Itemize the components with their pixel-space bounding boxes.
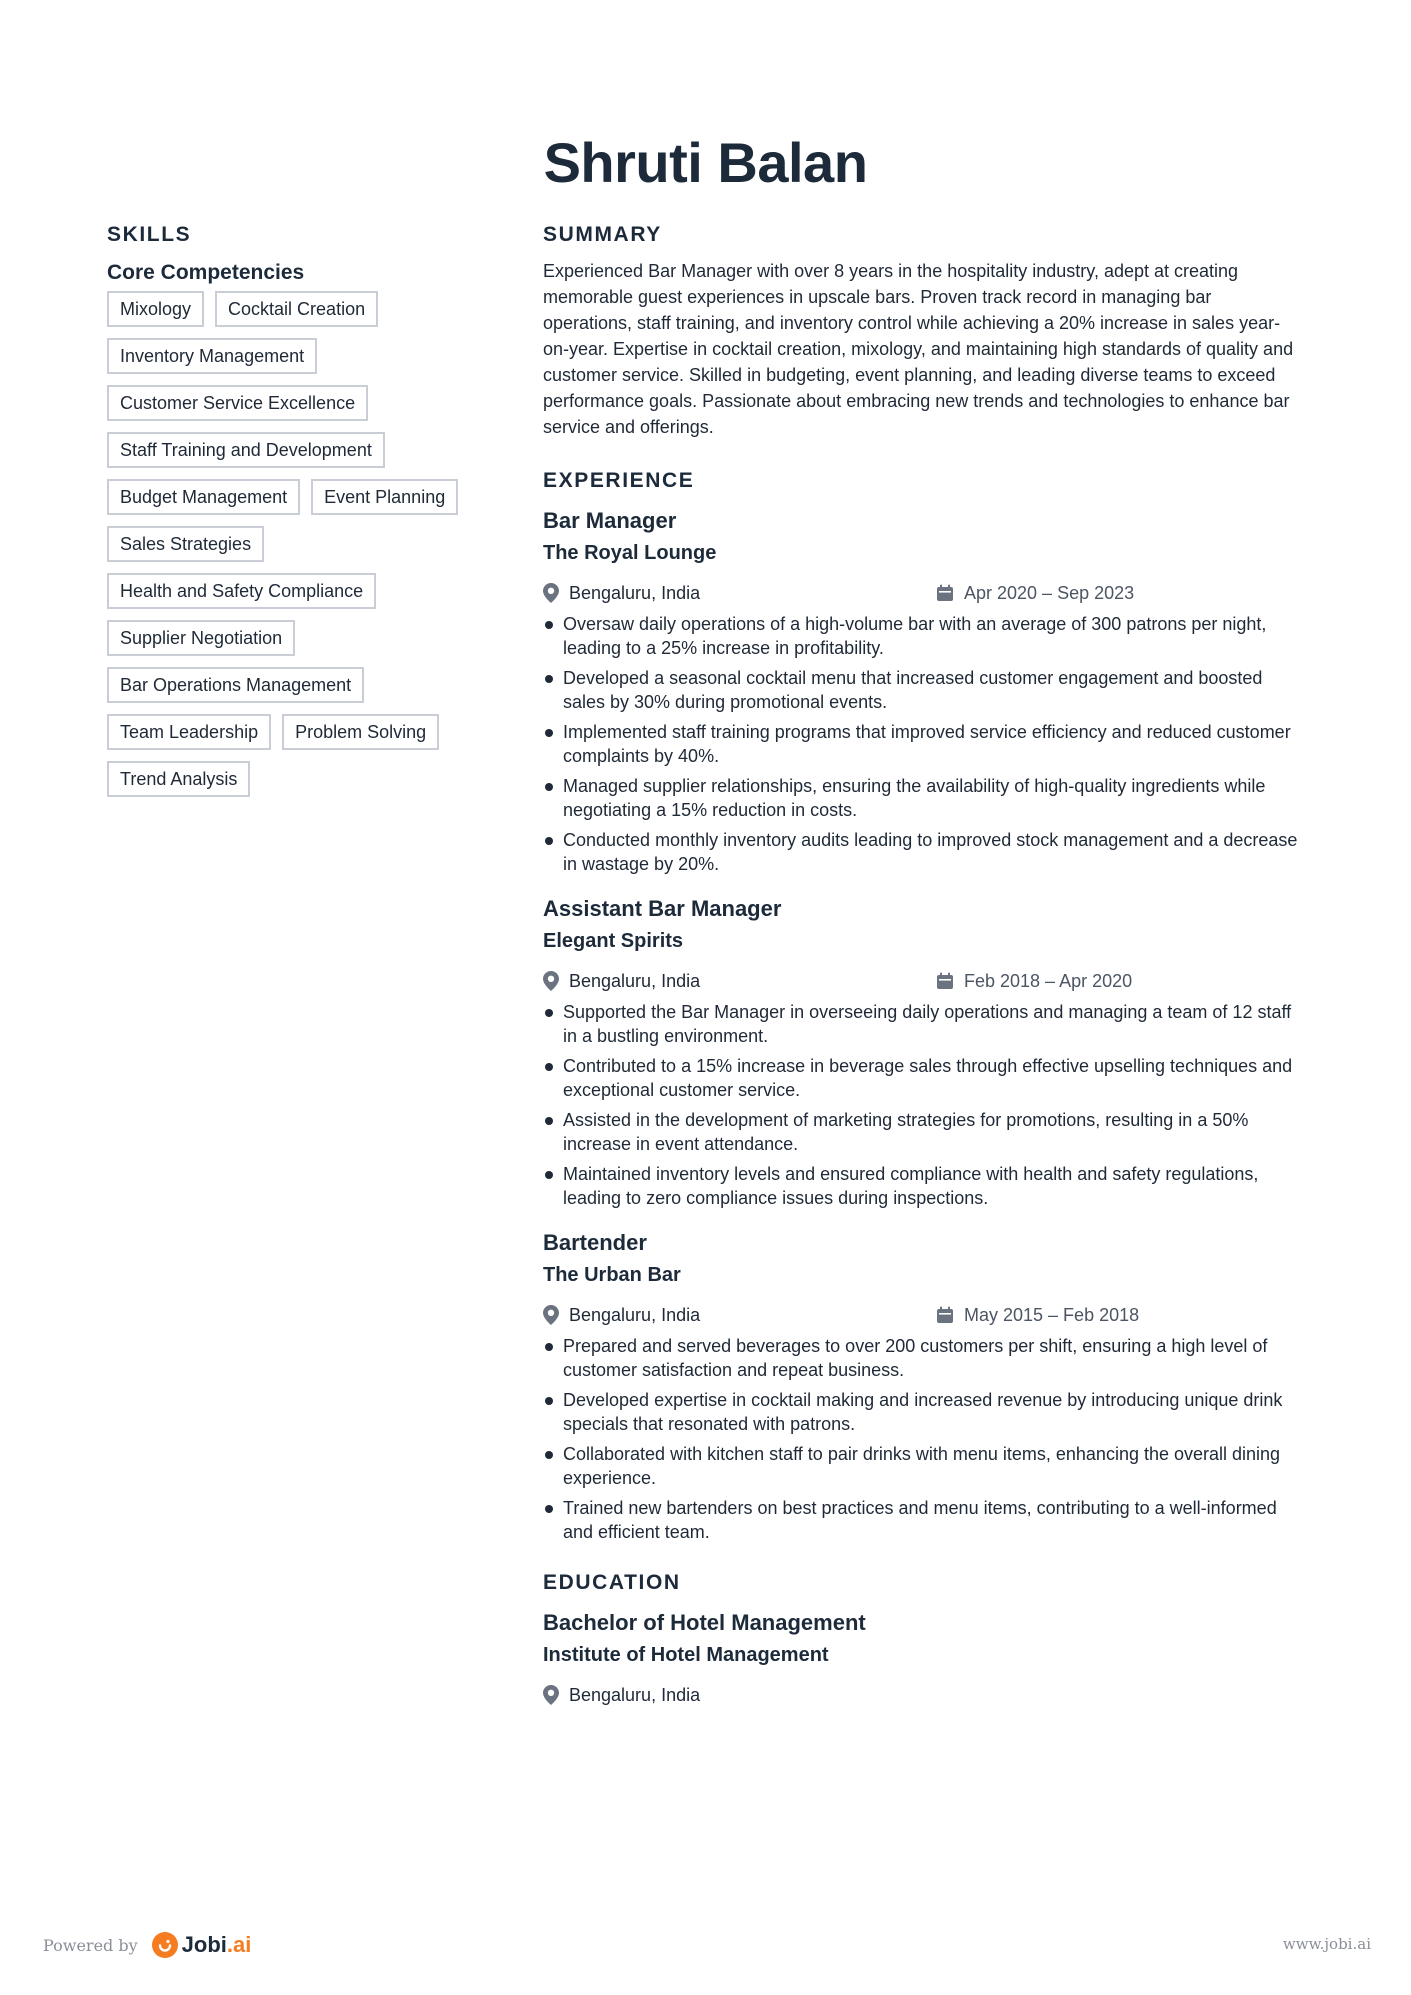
job-dates-text: Apr 2020 – Sep 2023 [964,583,1135,603]
job-location-text: Bengaluru, India [569,583,701,603]
skill-tag: Inventory Management [107,338,317,374]
job-dates-text: May 2015 – Feb 2018 [964,1305,1140,1325]
list-item: Developed a seasonal cocktail menu that increased customer engagement and boosted sales by 30% during promotional events. [543,666,1303,714]
job-dates [936,1300,1139,1330]
skill-tag: Staff Training and Development [107,432,385,468]
list-item: Managed supplier relationships, ensuring the availability of high-quality ingredients while negotiating a 15% reduction in costs. [543,774,1303,822]
job-location-text: Bengaluru, India [569,971,701,991]
skill-tag: Sales Strategies [107,526,264,562]
skill-tag: Supplier Negotiation [107,620,295,656]
job-company: The Royal Lounge [543,542,717,564]
skill-tag: Event Planning [311,479,458,515]
experience-heading: EXPERIENCE [543,469,695,492]
job-entry [543,894,1303,1210]
main-column [543,220,1303,1710]
job-location [543,578,700,608]
skill-tag: Problem Solving [282,714,439,750]
education-meta [543,1680,1303,1710]
map-pin-icon [543,971,559,991]
jobi-logo[interactable] [152,1932,252,1958]
list-item: Contributed to a 15% increase in beverage sales through effective upselling techniques and exceptional customer service. [543,1054,1303,1102]
job-location [543,966,700,996]
list-item: Supported the Bar Manager in overseeing daily operations and managing a team of 12 staff in a bustling environment. [543,1000,1303,1048]
list-item: Developed expertise in cocktail making and increased revenue by introducing unique drink specials that resonated with patrons. [543,1388,1303,1436]
candidate-name: Shruti Balan [543,131,868,194]
list-item: Maintained inventory levels and ensured compliance with health and safety regulations, leading to zero compliance issues during inspections. [543,1162,1303,1210]
job-meta [543,578,1303,608]
jobi-logo-icon [152,1932,178,1958]
list-item: Assisted in the development of marketing strategies for promotions, resulting in a 50% increase in event attendance. [543,1108,1303,1156]
job-location-text: Bengaluru, India [569,1305,701,1325]
logo-suffix: .ai [226,1932,252,1957]
skill-tag: Cocktail Creation [215,291,378,327]
list-item: Implemented staff training programs that improved service efficiency and reduced customer complaints by 40%. [543,720,1303,768]
skill-tag: Mixology [107,291,204,327]
list-item: Conducted monthly inventory audits leading to improved stock management and a decrease in wastage by 20%. [543,828,1303,876]
job-bullets [543,612,1303,876]
education-institution: Institute of Hotel Management [543,1644,829,1666]
education-heading: EDUCATION [543,1571,681,1594]
education-section [543,1568,1303,1710]
job-entry [543,506,1303,876]
skill-tag: Budget Management [107,479,300,515]
job-dates [936,966,1132,996]
skills-heading: SKILLS [107,223,192,246]
summary-heading: SUMMARY [543,223,662,246]
calendar-icon [936,972,954,990]
job-title: Assistant Bar Manager [543,896,782,921]
skill-tag: Bar Operations Management [107,667,364,703]
job-company: The Urban Bar [543,1264,681,1286]
logo-main: Jobi [181,1932,227,1957]
map-pin-icon [543,583,559,603]
calendar-icon [936,584,954,602]
list-item: Oversaw daily operations of a high-volume bar with an average of 300 patrons per night, leading to a 25% increase in profitability. [543,612,1303,660]
jobi-logo-text [182,1932,252,1958]
job-dates [936,578,1134,608]
job-entry [543,1228,1303,1544]
job-location [543,1300,700,1330]
skill-group-title: Core Competencies [107,261,305,284]
skill-tag: Customer Service Excellence [107,385,368,421]
skills-column [107,220,487,808]
job-title: Bar Manager [543,508,677,533]
education-location-text: Bengaluru, India [569,1685,701,1705]
website-link[interactable]: www.jobi.ai [1282,1935,1371,1953]
job-bullets [543,1000,1303,1210]
skill-tag: Team Leadership [107,714,271,750]
skill-tag: Trend Analysis [107,761,250,797]
job-meta [543,966,1303,996]
job-company: Elegant Spirits [543,930,684,952]
education-location [543,1680,700,1710]
job-title: Bartender [543,1230,647,1255]
job-dates-text: Feb 2018 – Apr 2020 [964,971,1133,991]
powered-by-text: Powered by [43,1935,138,1955]
skill-tags [107,291,487,808]
summary-text: Experienced Bar Manager with over 8 years in the hospitality industry, adept at creating memorable guest experiences in upscale bars. Proven track record in managing bar operations, staff training, and inventory control while achieving a 20% increase in sales year-on-year. Expertise in cocktail creation, mixology, and maintaining high standards of quality and customer service. Skilled in budgeting, event planning, and leading diverse teams to exceed performance goals. Passionate about embracing new trends and technologies to enhance bar service and offerings. [543,261,1294,437]
job-meta [543,1300,1303,1330]
skill-tag: Health and Safety Compliance [107,573,376,609]
powered-by [43,1932,251,1958]
list-item: Collaborated with kitchen staff to pair drinks with menu items, enhancing the overall dining experience. [543,1442,1303,1490]
list-item: Trained new bartenders on best practices and menu items, contributing to a well-informed and efficient team. [543,1496,1303,1544]
map-pin-icon [543,1305,559,1325]
job-bullets [543,1334,1303,1544]
education-degree: Bachelor of Hotel Management [543,1610,866,1635]
experience-section [543,466,1303,1544]
list-item: Prepared and served beverages to over 200 customers per shift, ensuring a high level of customer satisfaction and repeat business. [543,1334,1303,1382]
map-pin-icon [543,1685,559,1705]
calendar-icon [936,1306,954,1324]
